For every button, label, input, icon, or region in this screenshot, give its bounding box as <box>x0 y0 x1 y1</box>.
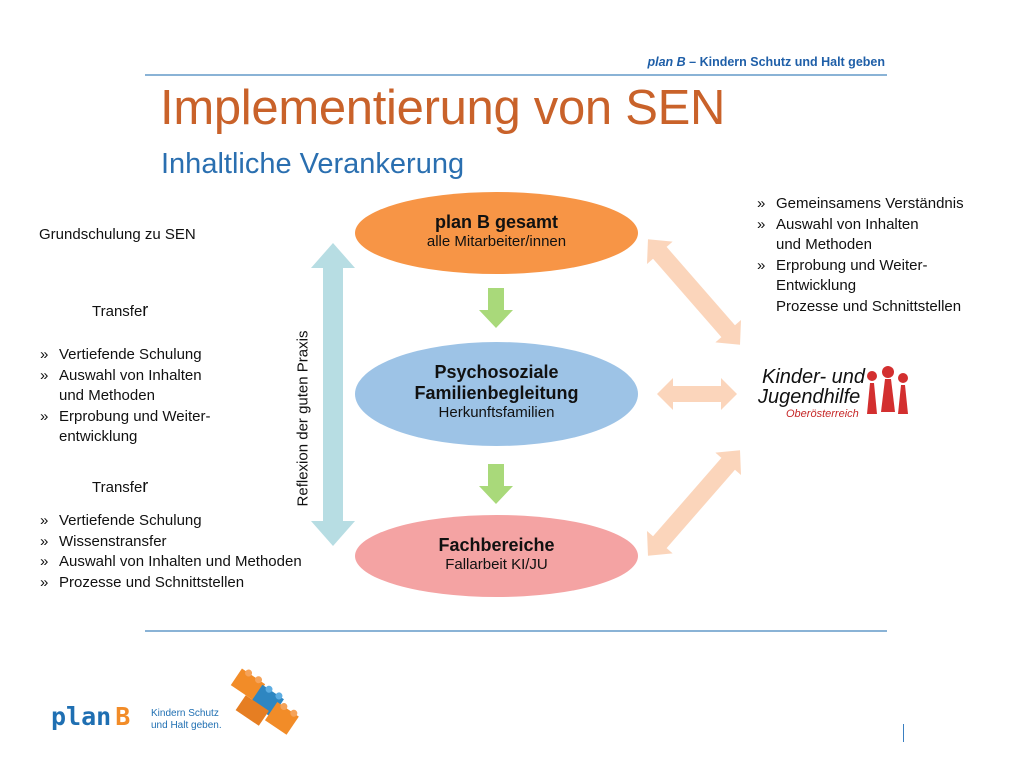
list-item: » Wissenstransfer <box>40 532 302 553</box>
list-item-continuation: Prozesse und Schnittstellen <box>776 297 962 315</box>
transfer-label-text: Transfe <box>92 303 143 320</box>
connector-arrow-middle <box>657 378 737 410</box>
node-subtitle: Herkunftsfamilien <box>438 404 555 421</box>
list-item: » Auswahl von Inhalten <box>40 366 210 387</box>
transfer-label-last: r <box>142 300 149 320</box>
node-subtitle: Fallarbeit KI/JU <box>445 555 548 573</box>
plan-b-wordmark <box>51 702 130 731</box>
node-title: Psychosoziale Familienbegleitung <box>414 362 579 403</box>
bottom-divider <box>145 630 887 632</box>
plan-wordmark: plan <box>51 702 112 731</box>
plan-b-logo <box>45 662 305 744</box>
kinder-jugendhilfe-logo <box>750 362 915 424</box>
down-arrow-top <box>479 288 513 328</box>
list-item-continuation: Entwicklung <box>776 277 857 294</box>
header-brand: plan B <box>647 55 686 69</box>
kju-logo-line1: Kinder- und <box>762 366 866 388</box>
game-figures-icon <box>862 366 912 414</box>
transfer-label-1 <box>92 300 148 323</box>
node-title: plan B gesamt <box>434 211 559 232</box>
list-item: » Auswahl von Inhalten <box>757 215 964 236</box>
node-familienbegleitung <box>355 342 638 446</box>
reflexion-label: Reflexion der guten Praxis <box>294 330 312 507</box>
node-fachbereiche <box>355 515 638 597</box>
list-item: » Prozesse und Schnittstellen <box>40 573 302 594</box>
node-plan-b-gesamt <box>355 192 638 274</box>
list-item-continuation: entwicklung <box>59 428 138 445</box>
list-item: » Vertiefende Schulung <box>40 511 302 532</box>
transfer-label-last: r <box>142 476 149 496</box>
list-item-continuation: und Methoden <box>59 387 155 404</box>
list-item: » Auswahl von Inhalten und Methoden <box>40 552 302 573</box>
page-subtitle: Inhaltliche Verankerung <box>161 148 465 180</box>
connector-arrow-bottom <box>635 439 753 567</box>
list-item: » Vertiefende Schulung <box>40 345 210 366</box>
plan-b-tagline-2: und Halt geben. <box>151 720 222 731</box>
plan-b-tagline <box>151 708 222 732</box>
grundschulung-label: Grundschulung zu SEN <box>39 226 196 243</box>
list-item-continuation: und Methoden <box>776 236 872 253</box>
kju-logo-line3: Oberösterreich <box>786 408 859 420</box>
connector-arrow-top <box>635 228 753 356</box>
lego-bricks-icon <box>221 666 303 744</box>
down-arrow-bottom <box>479 464 513 504</box>
page-corner-mark <box>903 724 904 742</box>
reflexion-double-arrow <box>311 243 355 546</box>
list-item: » Erprobung und Weiter- <box>757 256 964 277</box>
page-title: Implementierung von SEN <box>160 81 726 135</box>
transfer-label-text: Transfe <box>92 479 143 496</box>
node-title: Fachbereiche <box>438 534 555 555</box>
transfer-label-2 <box>92 476 148 499</box>
plan-b-tagline-1: Kindern Schutz <box>151 708 219 719</box>
node-subtitle: alle Mitarbeiter/innen <box>426 232 567 250</box>
kju-logo-line2: Jugendhilfe <box>758 386 861 408</box>
list-item: » Erprobung und Weiter- <box>40 407 210 428</box>
header-tagline-text: – Kindern Schutz und Halt geben <box>685 55 885 69</box>
right-list <box>757 194 964 317</box>
list-item: » Gemeinsamens Verständnis <box>757 194 964 215</box>
b-wordmark: B <box>115 702 131 731</box>
left-list-1 <box>40 345 210 448</box>
left-list-2 <box>40 511 302 593</box>
